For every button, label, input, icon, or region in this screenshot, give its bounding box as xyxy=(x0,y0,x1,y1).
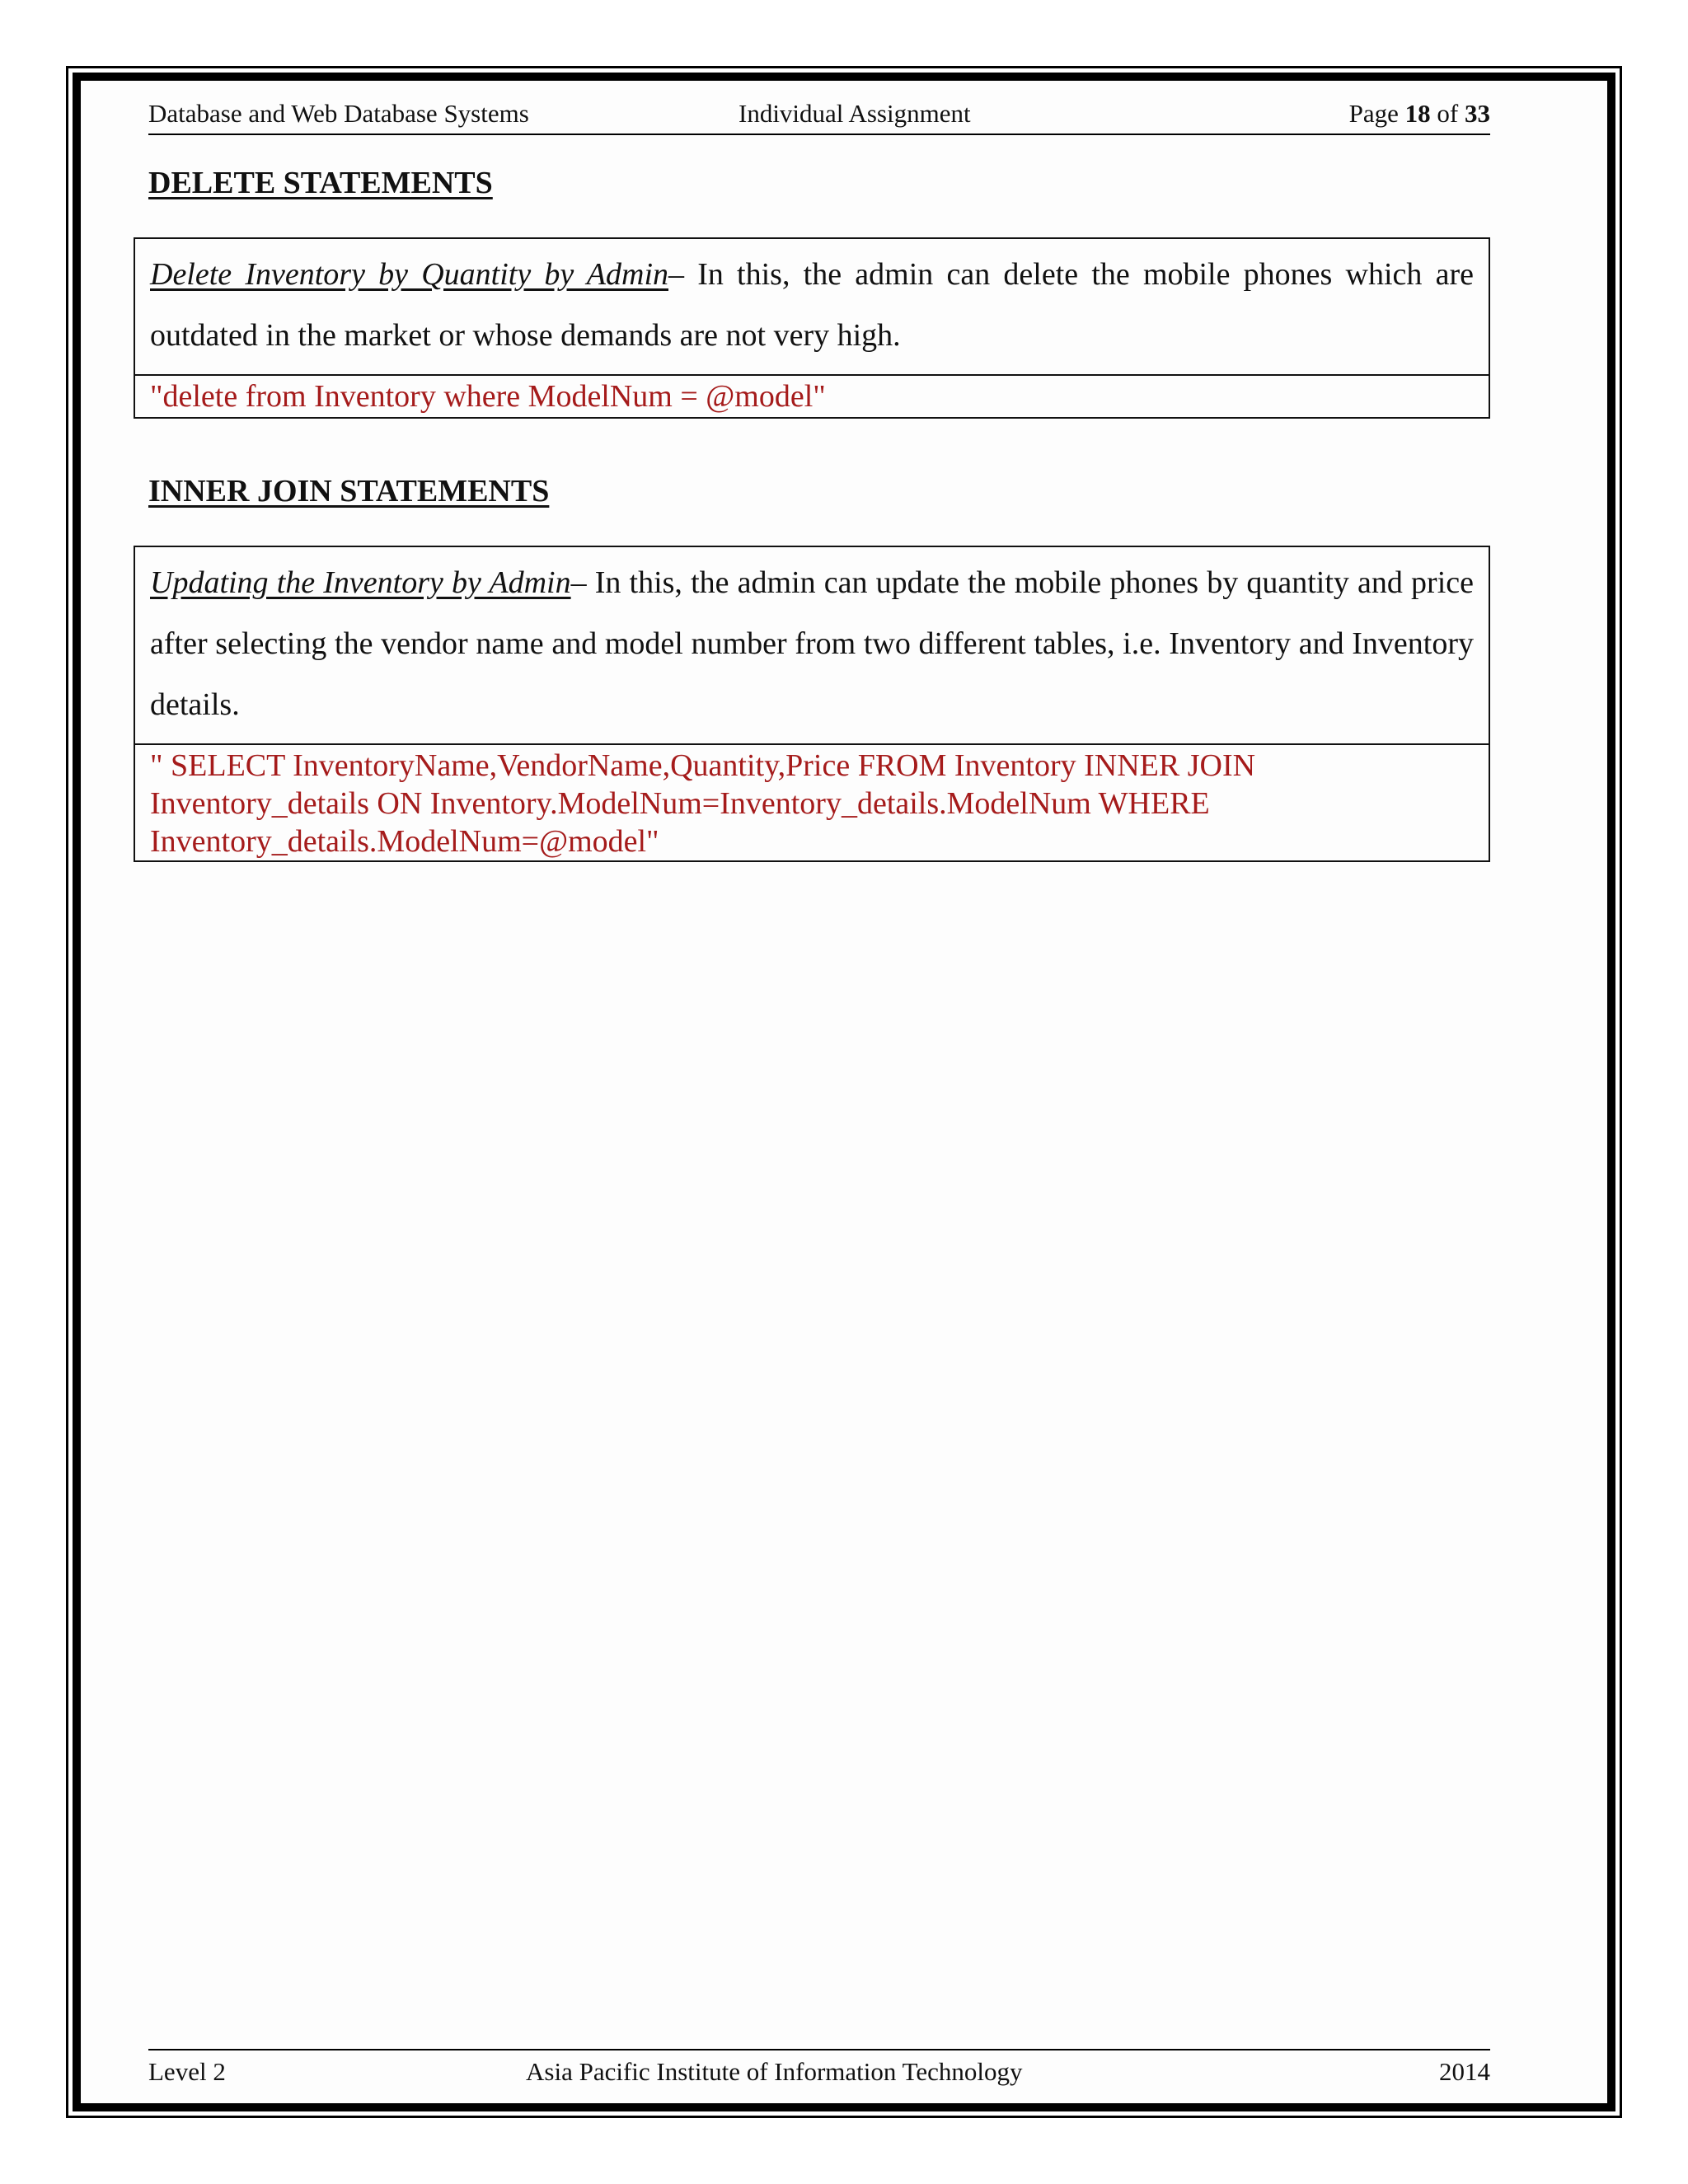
inner-join-code-line-3: Inventory_details.ModelNum=@model" xyxy=(150,824,659,859)
delete-description xyxy=(135,239,1489,376)
inner-join-title: Updating the Inventory by Admin xyxy=(150,565,571,600)
page-current: 18 xyxy=(1404,99,1431,128)
page-of: of xyxy=(1437,99,1459,128)
inner-join-description-text: – In this, the admin can update the mobile phones by quantity and price after selecting the vendor name and model number from two different tables, i.e. Inventory and Inventory details. xyxy=(150,565,1474,722)
footer-year: 2014 xyxy=(1439,2057,1490,2086)
inner-join-code-line-2: Inventory_details ON Inventory.ModelNum=Inventory_details.ModelNum WHERE xyxy=(150,786,1210,821)
delete-statement-box xyxy=(134,237,1490,419)
inner-join-code xyxy=(135,745,1489,860)
inner-join-description xyxy=(135,547,1489,745)
delete-description-text: – In this, the admin can delete the mobile phones which are outdated in the market or whose demands are not very high. xyxy=(150,257,1474,353)
page-header xyxy=(148,97,1490,135)
page-footer xyxy=(148,2049,1490,2088)
section-heading-inner-join: INNER JOIN STATEMENTS xyxy=(148,474,550,509)
section-heading-delete: DELETE STATEMENTS xyxy=(148,166,493,200)
footer-level: Level 2 xyxy=(148,2057,226,2086)
delete-title: Delete Inventory by Quantity by Admin xyxy=(150,257,668,292)
footer-institute: Asia Pacific Institute of Information Technology xyxy=(526,2057,1023,2086)
page-prefix: Page xyxy=(1348,99,1399,128)
header-assignment: Individual Assignment xyxy=(738,99,971,128)
page-total: 33 xyxy=(1465,99,1490,128)
inner-join-statement-box xyxy=(134,546,1490,862)
header-page-number xyxy=(1349,99,1490,129)
header-course: Database and Web Database Systems xyxy=(148,99,529,128)
delete-code: "delete from Inventory where ModelNum = @model" xyxy=(150,379,826,414)
inner-join-code-line-1: " SELECT InventoryName,VendorName,Quantity,Price FROM Inventory INNER JOIN xyxy=(150,748,1256,783)
